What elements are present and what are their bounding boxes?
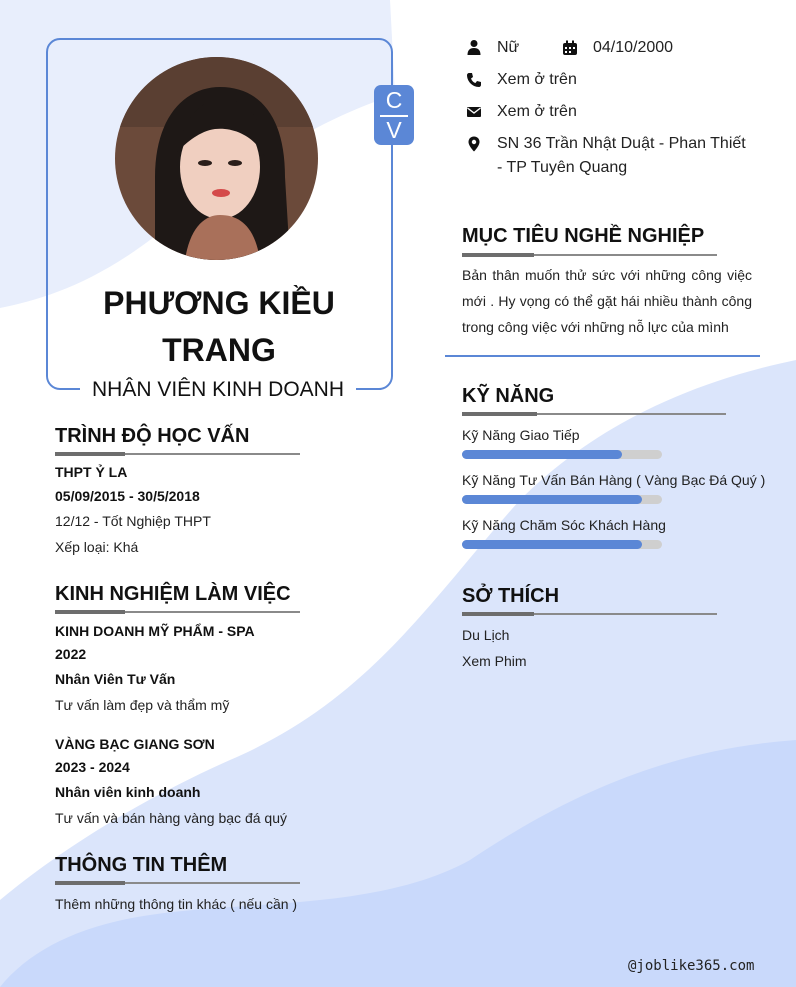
objective-rule	[462, 254, 717, 256]
profile-name-line1: PHƯƠNG KIỀU	[103, 285, 335, 321]
contact-address	[497, 132, 746, 180]
contact-birthday: 04/10/2000	[593, 39, 674, 56]
skills-title: KỸ NĂNG	[462, 385, 555, 407]
objective-title: MỤC TIÊU NGHỀ NGHIỆP	[462, 225, 705, 247]
extra-text: Thêm những thông tin khác ( nếu cần )	[55, 896, 298, 912]
cv-badge-c: C	[385, 87, 403, 113]
job-company: VÀNG BẠC GIANG SƠN	[55, 736, 215, 752]
job-description: Tư vấn và bán hàng vàng bạc đá quý	[55, 810, 287, 826]
extra-title: THÔNG TIN THÊM	[55, 854, 228, 876]
hobbies-rule	[462, 613, 717, 615]
education-grade: Xếp loại: Khá	[55, 539, 139, 555]
experience-title: KINH NGHIỆM LÀM VIỆC	[55, 583, 291, 605]
objective-text: Bản thân muốn thử sức với những công việc mới . Hy vọng có thể gặt hái nhiều thành công trong công việc với những nỗ lực của mình	[462, 267, 752, 335]
skill-bar-fill-3	[462, 540, 642, 549]
skill-bar-2	[462, 495, 662, 504]
skill-bar-fill-1	[462, 450, 622, 459]
envelope-icon	[466, 104, 482, 120]
profile-photo	[115, 57, 318, 260]
contact-address-line1: SN 36 Trần Nhật Duật - Phan Thiết	[497, 135, 746, 152]
person-icon	[466, 39, 482, 55]
cv-badge	[374, 85, 414, 145]
education-title: TRÌNH ĐỘ HỌC VẤN	[55, 425, 250, 447]
phone-icon	[466, 72, 482, 88]
skill-bar-3	[462, 540, 662, 549]
profile-role: NHÂN VIÊN KINH DOANH	[80, 376, 356, 404]
skills-rule	[462, 413, 726, 415]
education-rule	[55, 453, 300, 455]
hobbies-title: SỞ THÍCH	[462, 585, 560, 607]
education-period: 05/09/2015 - 30/5/2018	[55, 488, 200, 504]
experience-rule	[55, 611, 300, 613]
calendar-icon	[562, 40, 578, 56]
job-company: KINH DOANH MỸ PHẨM - SPA	[55, 623, 255, 639]
contact-gender: Nữ	[497, 39, 520, 56]
job-description: Tư vấn làm đẹp và thẩm mỹ	[55, 697, 230, 713]
job-position: Nhân Viên Tư Vấn	[55, 671, 176, 687]
skill-bar-fill-2	[462, 495, 642, 504]
job-position: Nhân viên kinh doanh	[55, 784, 201, 800]
right-column-divider	[445, 355, 760, 357]
profile-name	[60, 280, 378, 374]
education-school: THPT Ỷ LA	[55, 464, 128, 480]
skill-label-3: Kỹ Năng Chăm Sóc Khách Hàng	[462, 517, 666, 533]
cv-badge-v: V	[386, 117, 402, 143]
extra-rule	[55, 882, 300, 884]
job-period: 2023 - 2024	[55, 759, 130, 775]
contact-address-line2: - TP Tuyên Quang	[497, 159, 628, 176]
education-detail: 12/12 - Tốt Nghiệp THPT	[55, 513, 211, 529]
contact-phone: Xem ở trên	[497, 71, 577, 88]
hobby-item: Xem Phim	[462, 653, 527, 669]
watermark: @joblike365.com	[628, 958, 755, 974]
contact-email: Xem ở trên	[497, 103, 577, 120]
profile-name-line2: TRANG	[162, 332, 276, 368]
job-period: 2022	[55, 646, 87, 662]
skill-bar-1	[462, 450, 662, 459]
skill-label-1: Kỹ Năng Giao Tiếp	[462, 427, 580, 443]
hobby-item: Du Lịch	[462, 627, 510, 643]
skill-label-2: Kỹ Năng Tư Vấn Bán Hàng ( Vàng Bạc Đá Quý )	[462, 472, 766, 488]
map-pin-icon	[466, 136, 482, 152]
